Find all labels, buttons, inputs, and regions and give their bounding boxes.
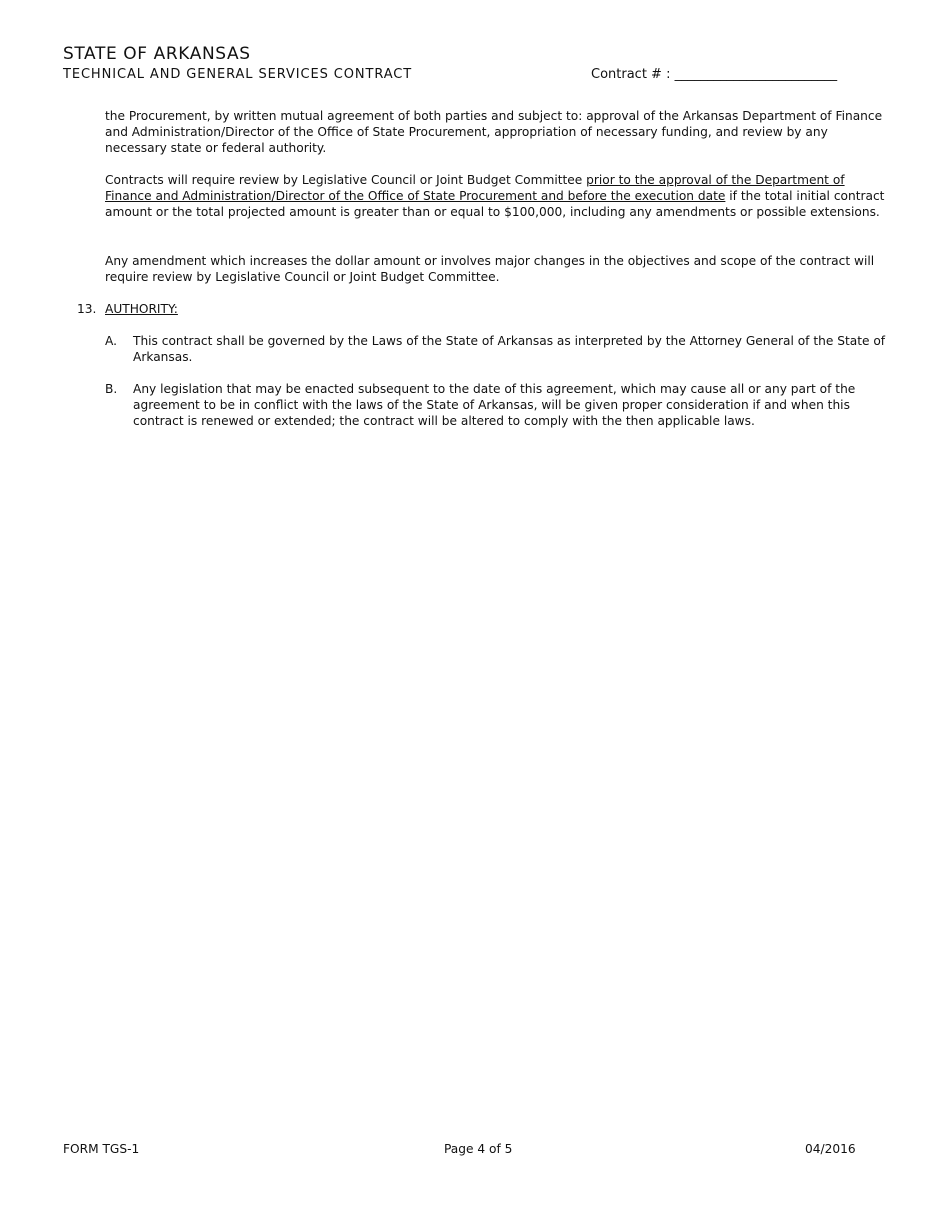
authority-item-b-marker: B. xyxy=(105,382,118,396)
paragraph-legislative-review-underlined: prior to the approval of the Department of Finance and Administration/Director of the Office of State Procurement and before the execution date xyxy=(105,173,845,204)
authority-item-b-text: Any legislation that may be enacted subsequent to the date of this agreement, which may cause all or any part of the agreement to be in conflict with the laws of the State of Arkansas, will be given proper consideration if and when this contract is renewed or extended; the contract will be altered to comply with the then applicable laws. xyxy=(133,382,856,429)
header-contract-type: TECHNICAL AND GENERAL SERVICES CONTRACT xyxy=(63,67,413,82)
authority-item-a xyxy=(105,333,890,365)
footer-page-number: Page 4 of 5 xyxy=(444,1142,513,1156)
footer-date: 04/2016 xyxy=(805,1142,856,1156)
authority-item-b xyxy=(105,381,890,430)
paragraph-legislative-review xyxy=(105,172,890,221)
paragraph-legislative-review-end: if the total initial contract amount or the total projected amount is greater than or equal to $100,000, including any amendments or possible extensions. xyxy=(105,189,885,220)
authority-item-a-text: This contract shall be governed by the Laws of the State of Arkansas as interpreted by the Attorney General of the State of Arkansas. xyxy=(133,334,886,365)
section-13-number: 13. xyxy=(77,302,97,316)
paragraph-legislative-review-start: Contracts will require review by Legislative Council or Joint Budget Committee xyxy=(105,173,587,187)
paragraph-procurement-approval: the Procurement, by written mutual agreement of both parties and subject to: approval of the Arkansas Department of Finance and Administration/Director of the Office of State Procurement, appropriation of necessary funding, and review by any necessary state or federal authority. xyxy=(105,109,883,156)
authority-item-a-marker: A. xyxy=(105,334,117,348)
footer-form-id: FORM TGS-1 xyxy=(63,1142,140,1156)
section-13-title: AUTHORITY: xyxy=(105,302,178,316)
header-state-title: STATE OF ARKANSAS xyxy=(63,44,251,64)
paragraph-amendment-review: Any amendment which increases the dollar amount or involves major changes in the objectives and scope of the contract will require review by Legislative Council or Joint Budget Committee. xyxy=(105,254,875,285)
header-contract-number-field: Contract # : _________________________ xyxy=(591,67,838,82)
